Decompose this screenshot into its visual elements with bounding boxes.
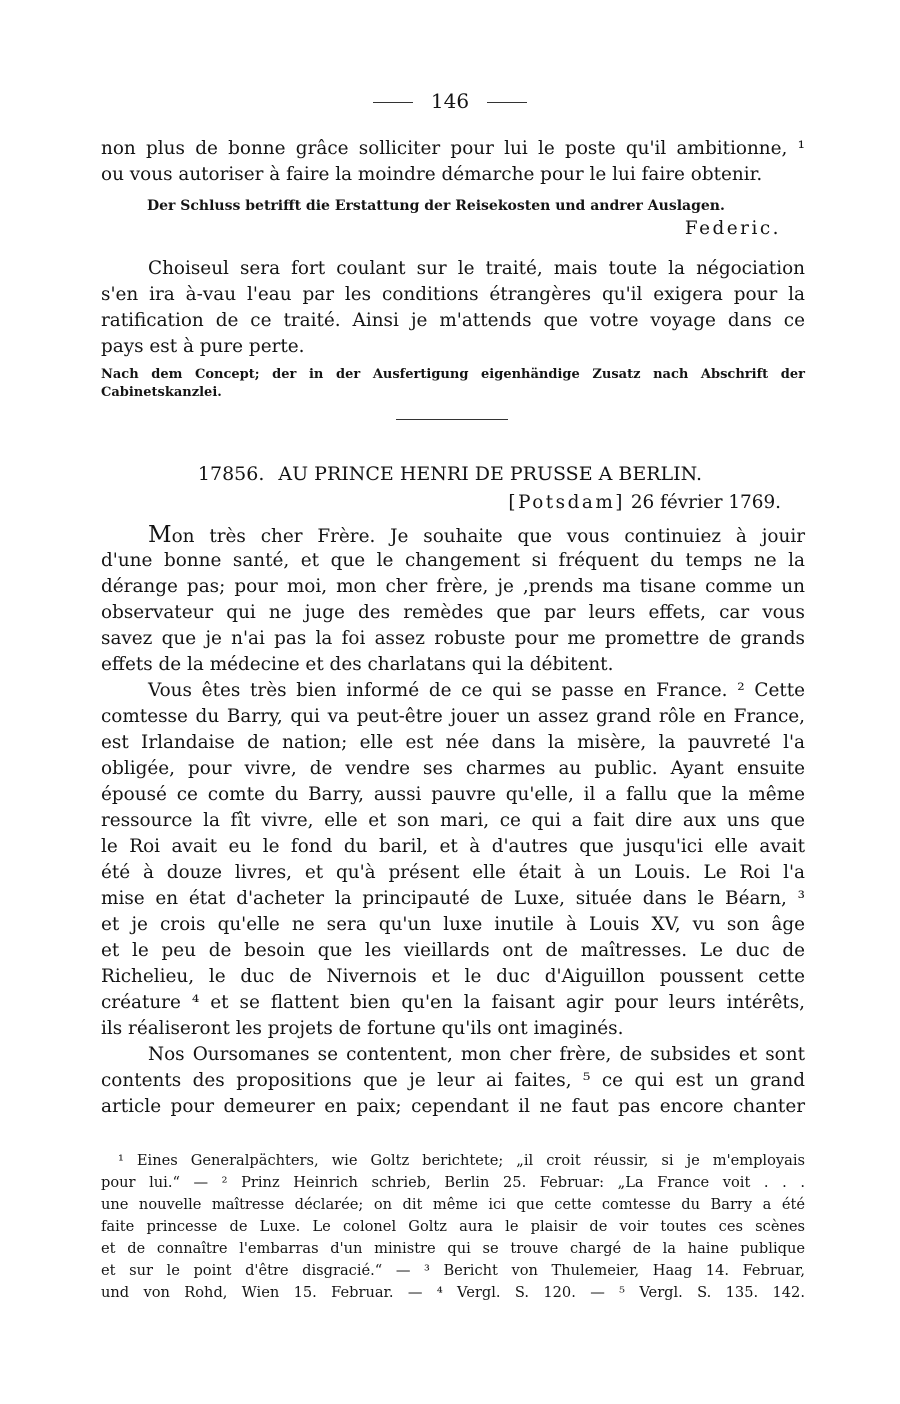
footnote-line: une nouvelle maîtresse déclarée; on dit même ici que cette comtesse du Barry a été	[101, 1196, 805, 1213]
text-line: et le peu de besoin que les vieillards ont de maîtresses. Le duc de	[101, 940, 805, 961]
text-line: le Roi avait eu le fond du baril, et à d'autres que jusqu'ici elle avait	[101, 836, 805, 857]
text-line: Nos Oursomanes se contentent, mon cher frère, de subsides et sont	[148, 1044, 805, 1065]
letter-number: 17856.	[197, 463, 265, 485]
text-line: ratification de ce traité. Ainsi je m'attends que votre voyage dans ce	[101, 310, 805, 331]
text-line: article pour demeurer en paix; cependant il ne faut pas encore chanter	[101, 1096, 805, 1117]
text-line: dérange pas; pour moi, mon cher frère, je ,prends ma tisane comme un	[101, 576, 805, 597]
text-line: contents des propositions que je leur ai faites, ⁵ ce qui est un grand	[101, 1070, 805, 1091]
editorial-note: Der Schluss betrifft die Erstattung der Reisekosten und andrer Auslagen.	[147, 198, 725, 214]
text-line: Vous êtes très bien informé de ce qui se passe en France. ² Cette	[148, 680, 805, 701]
letter-title: AU PRINCE HENRI DE PRUSSE A BERLIN.	[278, 463, 703, 485]
footnote-line: et sur le point d'être disgracié.“ — ³ Bericht von Thulemeier, Haag 14. Februar,	[101, 1262, 805, 1279]
text-line: d'une bonne santé, et que le changement si fréquent du temps ne la	[101, 550, 805, 571]
text-line: s'en ira à-vau l'eau par les conditions étrangères qu'il exigera pour la	[101, 284, 805, 305]
text-line: Richelieu, le duc de Nivernois et le duc d'Aiguillon poussent cette	[101, 966, 805, 987]
text-line: été à douze livres, et qu'à présent elle était à un Louis. Le Roi l'a	[101, 862, 805, 883]
page-number: 146	[430, 89, 470, 113]
page-number-header	[0, 88, 900, 114]
text-line: est Irlandaise de nation; elle est née dans la misère, la pauvreté l'a	[101, 732, 805, 753]
initial-letter: M	[148, 522, 172, 548]
text-line: comtesse du Barry, qui va peut-être jouer un assez grand rôle en France,	[101, 706, 805, 727]
section-divider	[396, 419, 508, 420]
text-line: Mon très cher Frère. Je souhaite que vous continuiez à jouir	[148, 522, 805, 548]
letter-dateline	[101, 490, 781, 516]
text-line: pays est à pure perte.	[101, 336, 305, 357]
text-line: observateur qui ne juge des remèdes que par leurs effets, car vous	[101, 602, 805, 623]
text-line: mise en état d'acheter la principauté de Luxe, située dans le Béarn, ³	[101, 888, 805, 909]
footnote-line: et de connaître l'embarras d'un ministre qui se trouve chargé de la haine publique	[101, 1240, 805, 1257]
text-line: et je crois qu'elle ne sera qu'un luxe inutile à Louis XV, vu son âge	[101, 914, 805, 935]
text-line: Choiseul sera fort coulant sur le traité, mais toute la négociation	[148, 258, 805, 279]
text-line: ou vous autoriser à faire la moindre démarche pour le lui faire obtenir.	[101, 164, 763, 185]
note-line: Cabinetskanzlei.	[101, 385, 222, 400]
footnote-line: ¹ Eines Generalpächters, wie Goltz berichtete; „il croit réussir, si je m'employais	[118, 1152, 805, 1169]
text-line: effets de la médecine et des charlatans qui la débitent.	[101, 654, 614, 675]
text-line: ils réaliseront les projets de fortune qu'ils ont imaginés.	[101, 1018, 624, 1039]
text-line: obligée, pour vivre, de vendre ses charmes au public. Ayant ensuite	[101, 758, 805, 779]
text-line: savez que je n'ai pas la foi assez robuste pour me promettre de grands	[101, 628, 805, 649]
text-line: créature ⁴ et se flattent bien qu'en la faisant agir pour leurs intérêts,	[101, 992, 805, 1013]
letter-place: [Potsdam]	[508, 492, 625, 513]
signature: Federic.	[684, 218, 781, 239]
text-line: non plus de bonne grâce solliciter pour lui le poste qu'il ambitionne, ¹	[101, 138, 805, 159]
text-line: ressource la fît vivre, elle et son mari, ce qui a fait dire aux uns que	[101, 810, 805, 831]
header-dash-left	[373, 102, 413, 103]
letter-heading	[0, 460, 900, 488]
letter-date: 26 février 1769.	[630, 492, 781, 513]
footnote-line: faite princesse de Luxe. Le colonel Goltz aura le plaisir de voir toutes ces scènes	[101, 1218, 805, 1235]
footnote-line: und von Rohd, Wien 15. Februar. — ⁴ Vergl. S. 120. — ⁵ Vergl. S. 135. 142.	[101, 1284, 805, 1301]
header-dash-right	[487, 102, 527, 103]
text-line: épousé ce comte du Barry, aussi pauvre qu'elle, il a fallu que la même	[101, 784, 805, 805]
footnote-line: pour lui.“ — ² Prinz Heinrich schrieb, Berlin 25. Februar: „La France voit . . .	[101, 1174, 805, 1191]
note-line: Nach dem Concept; der in der Ausfertigung eigenhändige Zusatz nach Abschrift der	[101, 367, 805, 382]
